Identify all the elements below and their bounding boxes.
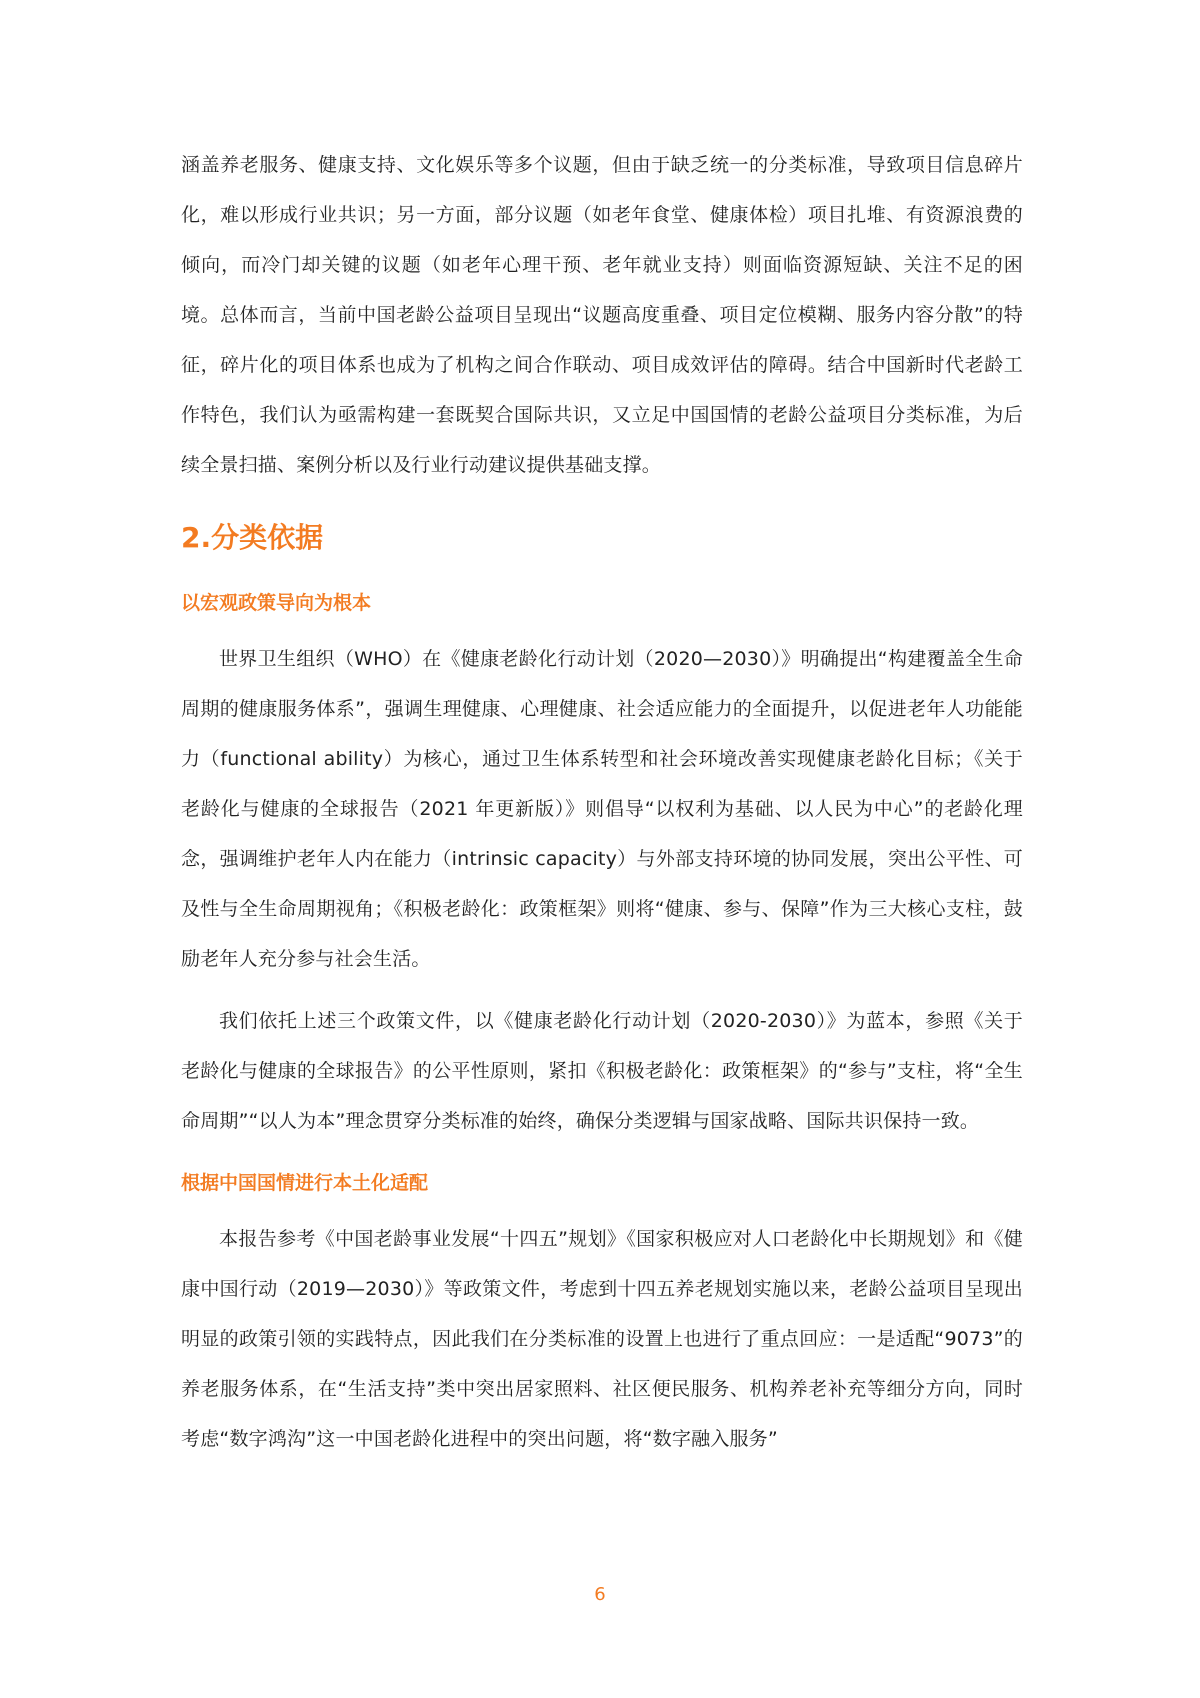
localization-paragraph-1: 本报告参考《中国老龄事业发展“十四五”规划》《国家积极应对人口老龄化中长期规划》和《健康中国行动（2019—2030）》等政策文件，考虑到十四五养老规划实施以来，老龄公益项目呈现出明显的政策引领的实践特点，因此我们在分类标准的设置上也进行了重点回应：一是适配“9073”的养老服务体系，在“生活支持”类中突出居家照料、社区便民服务、机构养老补充等细分方向，同时考虑“数字鸿沟”这一中国老龄化进程中的突出问题，将“数字融入服务” — [181, 1228, 1023, 1450]
subsection-heading-localization: 根据中国国情进行本土化适配 — [181, 1172, 429, 1194]
page-content — [181, 140, 1023, 1464]
policy-paragraph-2: 我们依托上述三个政策文件，以《健康老龄化行动计划（2020-2030）》为蓝本，参照《关于老龄化与健康的全球报告》的公平性原则，紧扣《积极老龄化：政策框架》的“参与”支柱，将“全生命周期”“以人为本”理念贯穿分类标准的始终，确保分类逻辑与国家战略、国际共识保持一致。 — [181, 1010, 1023, 1132]
policy-paragraph-1: 世界卫生组织（WHO）在《健康老龄化行动计划（2020—2030）》明确提出“构建覆盖全生命周期的健康服务体系”，强调生理健康、心理健康、社会适应能力的全面提升，以促进老年人功能能力（functional ability）为核心，通过卫生体系转型和社会环境改善实现健康老龄化目标；《关于老龄化与健康的全球报告（2021 年更新版）》则倡导“以权利为基础、以人民为中心”的老龄化理念，强调维护老年人内在能力（intrinsic capacity）与外部支持环境的协同发展，突出公平性、可及性与全生命周期视角；《积极老龄化：政策框架》则将“健康、参与、保障”作为三大核心支柱，鼓励老年人充分参与社会生活。 — [181, 648, 1023, 970]
section-heading: 2.分类依据 — [181, 521, 324, 554]
intro-paragraph: 涵盖养老服务、健康支持、文化娱乐等多个议题，但由于缺乏统一的分类标准，导致项目信息碎片化，难以形成行业共识；另一方面，部分议题（如老年食堂、健康体检）项目扎堆、有资源浪费的倾向，而冷门却关键的议题（如老年心理干预、老年就业支持）则面临资源短缺、关注不足的困境。总体而言，当前中国老龄公益项目呈现出“议题高度重叠、项目定位模糊、服务内容分散”的特征，碎片化的项目体系也成为了机构之间合作联动、项目成效评估的障碍。结合中国新时代老龄工作特色，我们认为亟需构建一套既契合国际共识，又立足中国国情的老龄公益项目分类标准，为后续全景扫描、案例分析以及行业行动建议提供基础支撑。 — [181, 154, 1023, 476]
subsection-heading-policy: 以宏观政策导向为根本 — [181, 592, 372, 614]
page-number: 6 — [594, 1584, 606, 1605]
